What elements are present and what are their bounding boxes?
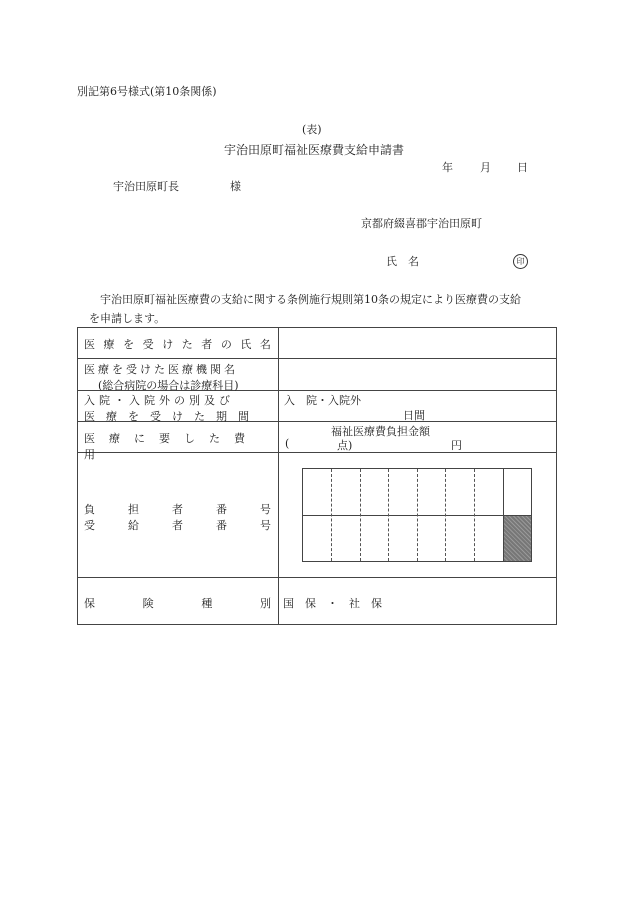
institution-label: 医療を受けた医療機関名 (総合病院の場合は診療科目) <box>84 363 239 392</box>
recipient-number-input[interactable] <box>303 516 503 561</box>
shaded-cell <box>504 516 531 561</box>
institution-field[interactable] <box>279 359 557 390</box>
form-side-label: (表) <box>302 123 322 136</box>
honorific: 様 <box>230 180 241 193</box>
payer-number-input[interactable] <box>303 469 503 515</box>
applicant-address: 京都府綴喜郡宇治田原町 <box>361 217 482 230</box>
date-day-label: 日 <box>517 161 528 174</box>
row-divider <box>78 577 556 578</box>
cost-points-unit: 点) <box>337 439 353 452</box>
application-form-table <box>77 327 557 625</box>
period-days-label: 日間 <box>403 409 425 422</box>
addressee: 宇治田原町長 <box>113 180 179 193</box>
insurance-type-options[interactable]: 国 保 ・ 社 保 <box>283 597 382 610</box>
applicant-name-label: 氏 名 <box>386 255 419 268</box>
application-text-line2: を申請します。 <box>89 312 166 325</box>
date-month-label: 月 <box>480 161 491 174</box>
number-entry-grid <box>302 468 532 562</box>
date-year-label: 年 <box>442 161 453 174</box>
form-reference: 別記第6号様式(第10条関係) <box>77 85 217 98</box>
application-text-line1: 宇治田原町福祉医療費の支給に関する条例施行規則第10条の規定により医療費の支給 <box>100 293 521 306</box>
seal-mark: 印 <box>513 254 528 269</box>
period-label: 入院・入院外の別及び 医療を受けた期間 <box>84 394 260 423</box>
benefit-amount-header: 福祉医療費負担金額 <box>331 425 430 438</box>
insurance-type-label: 保 険 種 別 <box>84 597 271 610</box>
cost-points-open-paren: ( <box>285 437 290 450</box>
cost-label: 医療に要した費用 <box>84 432 259 461</box>
patient-name-label: 医 療 を 受 け た 者 の 氏 名 <box>84 338 271 351</box>
page-title: 宇治田原町福祉医療費支給申請書 <box>224 143 405 157</box>
cost-yen-unit: 円 <box>451 439 462 452</box>
numbers-label: 負 担 者 番 号 受 給 者 番 号 <box>84 503 271 532</box>
patient-name-field[interactable] <box>279 328 557 358</box>
inpatient-outpatient-option[interactable]: 入 院・入院外 <box>284 394 361 407</box>
